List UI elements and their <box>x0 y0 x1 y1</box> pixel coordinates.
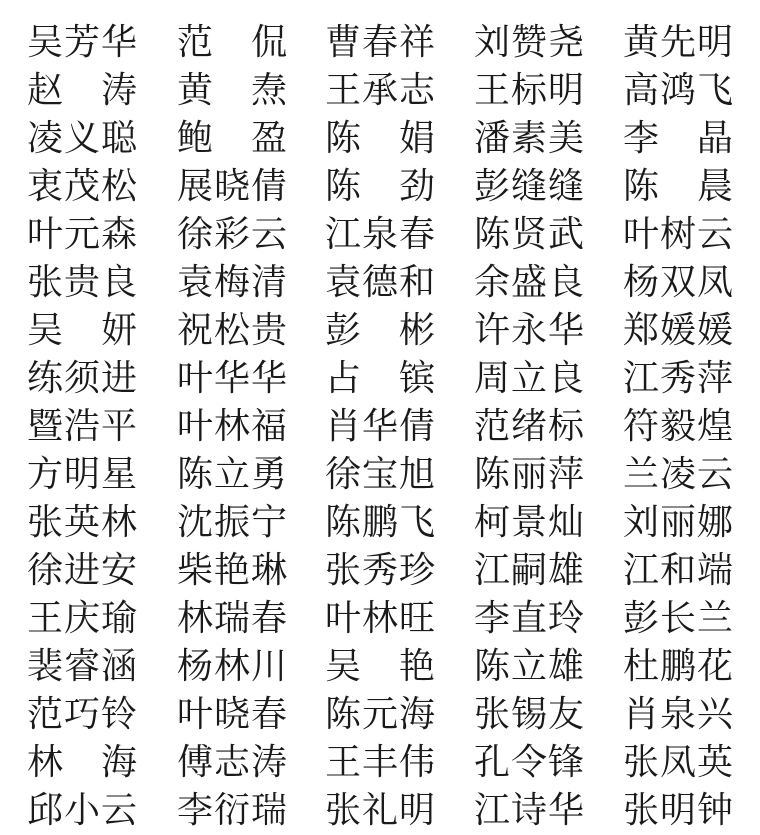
person-name: 杨 双 凤 <box>623 262 734 303</box>
person-name: 黄 先 明 <box>623 22 734 63</box>
person-name: 范 巧 铃 <box>27 694 138 735</box>
person-name: 袁 德 和 <box>325 262 436 303</box>
person-name: 方 明 星 <box>27 454 138 495</box>
person-name: 陈 晨 <box>623 166 734 207</box>
name-row <box>0 643 760 691</box>
name-row <box>0 67 760 115</box>
person-name: 江 和 端 <box>623 550 734 591</box>
person-name: 王 标 明 <box>474 70 585 111</box>
person-name: 肖 泉 兴 <box>623 694 734 735</box>
person-name: 陈 贤 武 <box>474 214 585 255</box>
person-name: 潘 素 美 <box>474 118 585 159</box>
person-name: 陈 丽 萍 <box>474 454 585 495</box>
person-name: 柯 景 灿 <box>474 502 585 543</box>
person-name: 占 镔 <box>325 358 436 399</box>
name-row <box>0 19 760 67</box>
person-name: 徐 彩 云 <box>177 214 288 255</box>
person-name: 王 庆 瑜 <box>27 598 138 639</box>
person-name: 范 绪 标 <box>474 406 585 447</box>
person-name: 陈 立 勇 <box>177 454 288 495</box>
person-name: 兰 凌 云 <box>623 454 734 495</box>
name-row <box>0 787 760 835</box>
person-name: 叶 华 华 <box>177 358 288 399</box>
person-name: 吴 芳 华 <box>27 22 138 63</box>
person-name: 暨 浩 平 <box>27 406 138 447</box>
person-name: 傅 志 涛 <box>177 742 288 783</box>
person-name: 林 瑞 春 <box>177 598 288 639</box>
person-name: 陈 娟 <box>325 118 436 159</box>
person-name: 林 海 <box>27 742 138 783</box>
person-name: 吴 妍 <box>27 310 138 351</box>
person-name: 衷 茂 松 <box>27 166 138 207</box>
person-name: 杜 鹏 花 <box>623 646 734 687</box>
person-name: 张 贵 良 <box>27 262 138 303</box>
person-name: 彭 长 兰 <box>623 598 734 639</box>
person-name: 范 侃 <box>177 22 288 63</box>
person-name: 叶 树 云 <box>623 214 734 255</box>
person-name: 陈 元 海 <box>325 694 436 735</box>
person-name: 叶 元 森 <box>27 214 138 255</box>
person-name: 杨 林 川 <box>177 646 288 687</box>
person-name: 刘 丽 娜 <box>623 502 734 543</box>
person-name: 叶 晓 春 <box>177 694 288 735</box>
name-row <box>0 403 760 451</box>
person-name: 彭 缝 缝 <box>474 166 585 207</box>
person-name: 陈 立 雄 <box>474 646 585 687</box>
name-row <box>0 115 760 163</box>
person-name: 江 泉 春 <box>325 214 436 255</box>
person-name: 刘 赞 尧 <box>474 22 585 63</box>
person-name: 彭 彬 <box>325 310 436 351</box>
person-name: 周 立 良 <box>474 358 585 399</box>
name-row <box>0 499 760 547</box>
name-row <box>0 691 760 739</box>
person-name: 展 晓 倩 <box>177 166 288 207</box>
person-name: 邱 小 云 <box>27 790 138 831</box>
name-row <box>0 595 760 643</box>
person-name: 徐 进 安 <box>27 550 138 591</box>
person-name: 江 嗣 雄 <box>474 550 585 591</box>
person-name: 张 礼 明 <box>325 790 436 831</box>
person-name: 江 诗 华 <box>474 790 585 831</box>
person-name: 柴 艳 琳 <box>177 550 288 591</box>
person-name: 徐 宝 旭 <box>325 454 436 495</box>
name-row <box>0 451 760 499</box>
person-name: 叶 林 福 <box>177 406 288 447</box>
name-row <box>0 211 760 259</box>
person-name: 张 凤 英 <box>623 742 734 783</box>
person-name: 李 晶 <box>623 118 734 159</box>
person-name: 黄 焘 <box>177 70 288 111</box>
person-name: 凌 义 聪 <box>27 118 138 159</box>
person-name: 张 明 钟 <box>623 790 734 831</box>
person-name: 孔 令 锋 <box>474 742 585 783</box>
person-name: 江 秀 萍 <box>623 358 734 399</box>
person-name: 郑 媛 媛 <box>623 310 734 351</box>
person-name: 叶 林 旺 <box>325 598 436 639</box>
person-name: 吴 艳 <box>325 646 436 687</box>
person-name: 余 盛 良 <box>474 262 585 303</box>
name-row <box>0 259 760 307</box>
person-name: 祝 松 贵 <box>177 310 288 351</box>
person-name: 李 衍 瑞 <box>177 790 288 831</box>
person-name: 王 丰 伟 <box>325 742 436 783</box>
person-name: 王 承 志 <box>325 70 436 111</box>
person-name: 张 英 林 <box>27 502 138 543</box>
person-name: 沈 振 宁 <box>177 502 288 543</box>
person-name: 张 锡 友 <box>474 694 585 735</box>
person-name: 许 永 华 <box>474 310 585 351</box>
person-name: 符 毅 煌 <box>623 406 734 447</box>
person-name: 裴 睿 涵 <box>27 646 138 687</box>
person-name: 练 须 进 <box>27 358 138 399</box>
person-name: 陈 鹏 飞 <box>325 502 436 543</box>
person-name: 曹 春 祥 <box>325 22 436 63</box>
person-name: 袁 梅 清 <box>177 262 288 303</box>
person-name: 赵 涛 <box>27 70 138 111</box>
person-name: 鲍 盈 <box>177 118 288 159</box>
person-name: 陈 劲 <box>325 166 436 207</box>
name-row <box>0 355 760 403</box>
name-row <box>0 547 760 595</box>
name-row <box>0 739 760 787</box>
person-name: 李 直 玲 <box>474 598 585 639</box>
person-name: 高 鸿 飞 <box>623 70 734 111</box>
person-name: 肖 华 倩 <box>325 406 436 447</box>
name-row <box>0 307 760 355</box>
person-name: 张 秀 珍 <box>325 550 436 591</box>
name-row <box>0 163 760 211</box>
